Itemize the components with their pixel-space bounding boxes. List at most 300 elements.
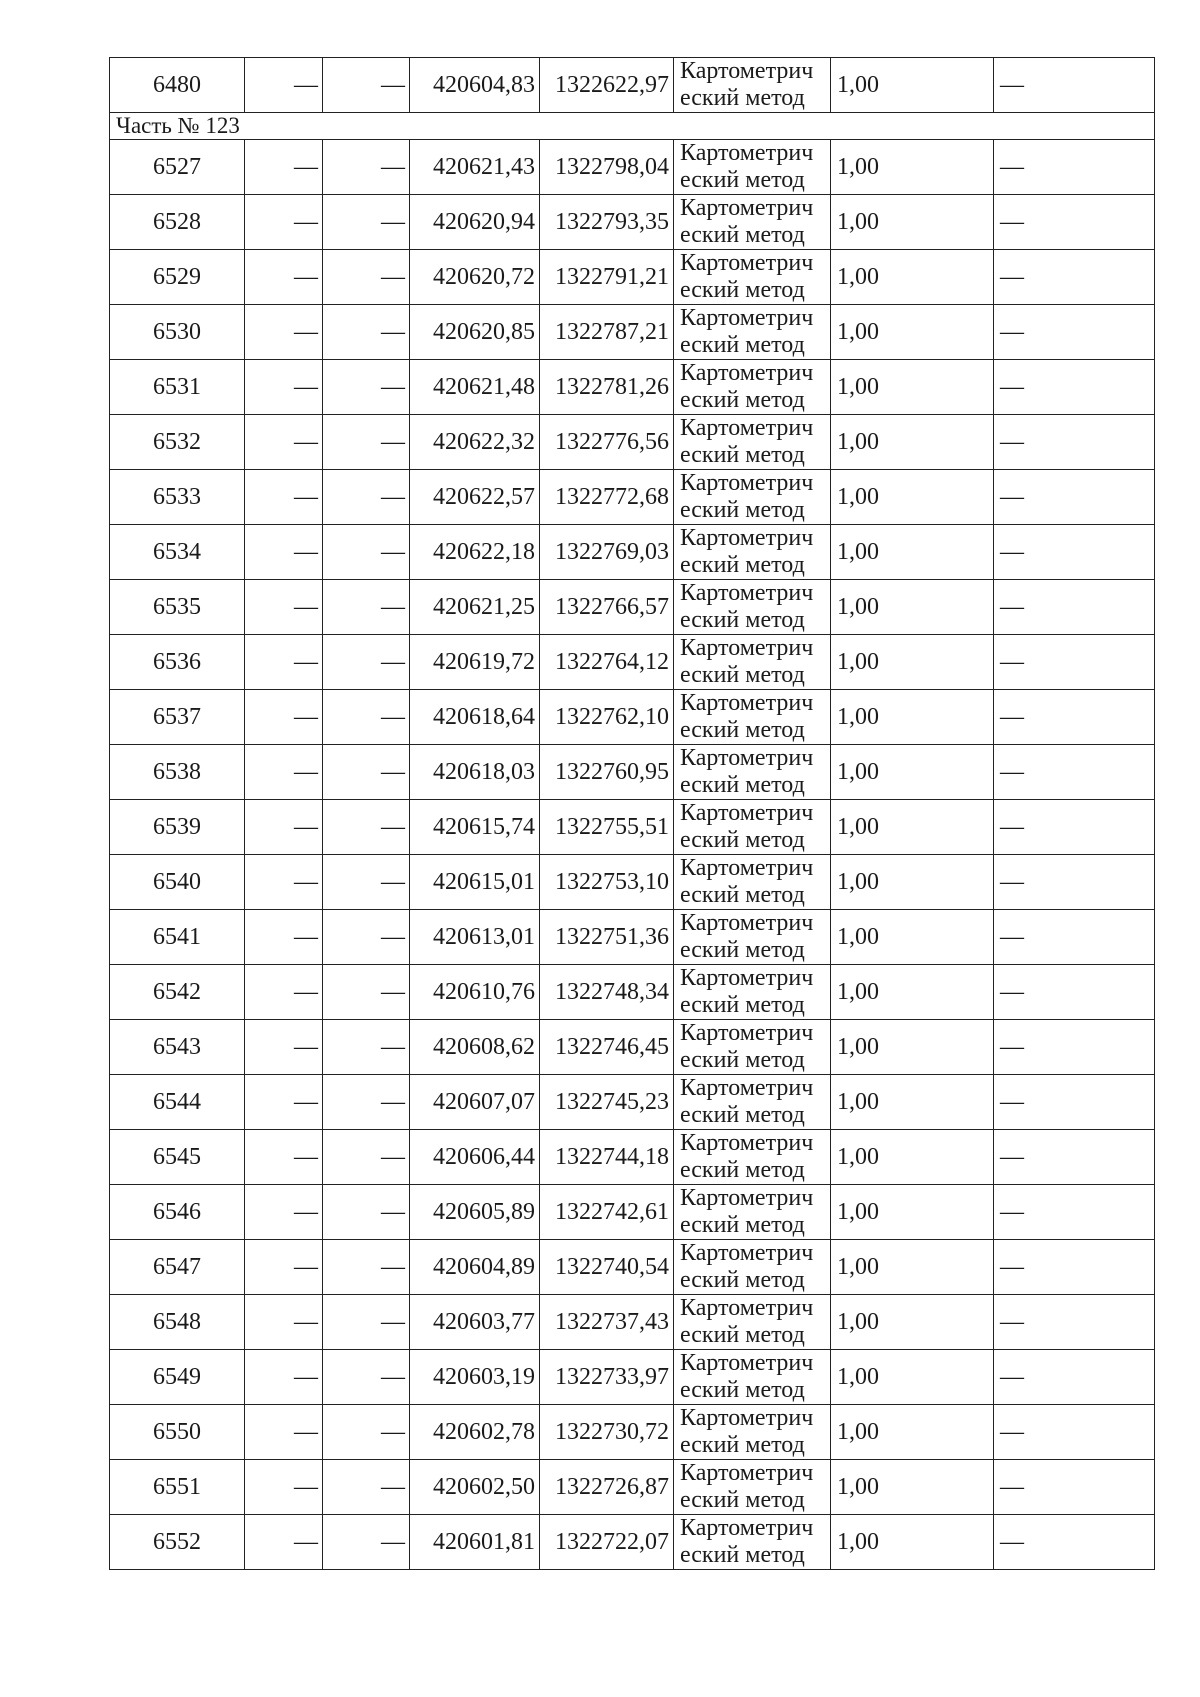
description-cell: — <box>994 1240 1155 1295</box>
x-coordinate-cell: 420601,81 <box>410 1515 540 1570</box>
description-cell: — <box>994 140 1155 195</box>
y-coordinate-cell: 1322791,21 <box>540 250 674 305</box>
point-number-cell: 6542 <box>110 965 245 1020</box>
y-coordinate-cell: 1322766,57 <box>540 580 674 635</box>
point-number-cell: 6531 <box>110 360 245 415</box>
y-coordinate-cell: 1322733,97 <box>540 1350 674 1405</box>
method-cell <box>674 1075 831 1130</box>
method-line-1: Картометрич <box>680 965 814 991</box>
description-cell: — <box>994 965 1155 1020</box>
accuracy-cell: 1,00 <box>831 910 994 965</box>
method-line-2: еский метод <box>680 442 805 468</box>
x-coordinate-cell: 420605,89 <box>410 1185 540 1240</box>
x-coordinate-cell: 420620,85 <box>410 305 540 360</box>
method-cell <box>674 1460 831 1515</box>
description-cell: — <box>994 1075 1155 1130</box>
method-line-2: еский метод <box>680 607 805 633</box>
table-body <box>110 58 1155 1570</box>
point-number-cell: 6547 <box>110 1240 245 1295</box>
method-line-2: еский метод <box>680 1267 805 1293</box>
accuracy-cell: 1,00 <box>831 800 994 855</box>
method-cell <box>674 580 831 635</box>
method-cell <box>674 1350 831 1405</box>
table-row <box>110 360 1155 415</box>
method-line-2: еский метод <box>680 277 805 303</box>
empty-value-cell: — <box>245 58 323 113</box>
y-coordinate-cell: 1322793,35 <box>540 195 674 250</box>
method-line-1: Картометрич <box>680 360 814 386</box>
table-row <box>110 910 1155 965</box>
y-coordinate-cell: 1322762,10 <box>540 690 674 745</box>
accuracy-cell: 1,00 <box>831 1295 994 1350</box>
x-coordinate-cell: 420606,44 <box>410 1130 540 1185</box>
accuracy-cell: 1,00 <box>831 58 994 113</box>
method-line-1: Картометрич <box>680 1350 814 1376</box>
empty-value-cell: — <box>323 690 410 745</box>
empty-value-cell: — <box>323 910 410 965</box>
empty-value-cell: — <box>245 470 323 525</box>
description-cell: — <box>994 745 1155 800</box>
method-cell <box>674 1020 831 1075</box>
y-coordinate-cell: 1322622,97 <box>540 58 674 113</box>
empty-value-cell: — <box>245 635 323 690</box>
point-number-cell: 6530 <box>110 305 245 360</box>
method-line-1: Картометрич <box>680 1240 814 1266</box>
empty-value-cell: — <box>323 360 410 415</box>
empty-value-cell: — <box>323 250 410 305</box>
table-row <box>110 1405 1155 1460</box>
method-line-1: Картометрич <box>680 525 814 551</box>
method-cell <box>674 525 831 580</box>
point-number-cell: 6550 <box>110 1405 245 1460</box>
method-line-2: еский метод <box>680 827 805 853</box>
accuracy-cell: 1,00 <box>831 635 994 690</box>
accuracy-cell: 1,00 <box>831 1075 994 1130</box>
point-number-cell: 6551 <box>110 1460 245 1515</box>
accuracy-cell: 1,00 <box>831 745 994 800</box>
empty-value-cell: — <box>323 800 410 855</box>
method-line-1: Картометрич <box>680 1460 814 1486</box>
y-coordinate-cell: 1322742,61 <box>540 1185 674 1240</box>
empty-value-cell: — <box>245 305 323 360</box>
method-line-2: еский метод <box>680 937 805 963</box>
accuracy-cell: 1,00 <box>831 360 994 415</box>
empty-value-cell: — <box>323 635 410 690</box>
table-row <box>110 305 1155 360</box>
empty-value-cell: — <box>245 360 323 415</box>
y-coordinate-cell: 1322744,18 <box>540 1130 674 1185</box>
point-number-cell: 6534 <box>110 525 245 580</box>
accuracy-cell: 1,00 <box>831 1130 994 1185</box>
method-line-2: еский метод <box>680 85 805 111</box>
y-coordinate-cell: 1322726,87 <box>540 1460 674 1515</box>
accuracy-cell: 1,00 <box>831 1350 994 1405</box>
method-line-1: Картометрич <box>680 855 814 881</box>
method-cell <box>674 1405 831 1460</box>
accuracy-cell: 1,00 <box>831 1240 994 1295</box>
x-coordinate-cell: 420621,48 <box>410 360 540 415</box>
description-cell: — <box>994 305 1155 360</box>
accuracy-cell: 1,00 <box>831 1405 994 1460</box>
x-coordinate-cell: 420604,89 <box>410 1240 540 1295</box>
empty-value-cell: — <box>323 305 410 360</box>
y-coordinate-cell: 1322730,72 <box>540 1405 674 1460</box>
x-coordinate-cell: 420620,94 <box>410 195 540 250</box>
point-number-cell: 6549 <box>110 1350 245 1405</box>
description-cell: — <box>994 855 1155 910</box>
x-coordinate-cell: 420613,01 <box>410 910 540 965</box>
table-row <box>110 1130 1155 1185</box>
description-cell: — <box>994 1350 1155 1405</box>
method-line-2: еский метод <box>680 387 805 413</box>
empty-value-cell: — <box>323 855 410 910</box>
method-line-1: Картометрич <box>680 1295 814 1321</box>
empty-value-cell: — <box>245 580 323 635</box>
x-coordinate-cell: 420608,62 <box>410 1020 540 1075</box>
table-row <box>110 745 1155 800</box>
y-coordinate-cell: 1322772,68 <box>540 470 674 525</box>
method-line-2: еский метод <box>680 1102 805 1128</box>
method-line-2: еский метод <box>680 772 805 798</box>
empty-value-cell: — <box>245 140 323 195</box>
x-coordinate-cell: 420619,72 <box>410 635 540 690</box>
empty-value-cell: — <box>245 1130 323 1185</box>
method-cell <box>674 910 831 965</box>
table-row <box>110 1240 1155 1295</box>
point-number-cell: 6533 <box>110 470 245 525</box>
table-row <box>110 690 1155 745</box>
empty-value-cell: — <box>323 580 410 635</box>
method-line-1: Картометрич <box>680 470 814 496</box>
empty-value-cell: — <box>245 910 323 965</box>
description-cell: — <box>994 800 1155 855</box>
point-number-cell: 6544 <box>110 1075 245 1130</box>
x-coordinate-cell: 420607,07 <box>410 1075 540 1130</box>
method-line-2: еский метод <box>680 167 805 193</box>
point-number-cell: 6545 <box>110 1130 245 1185</box>
table-row <box>110 965 1155 1020</box>
method-line-2: еский метод <box>680 717 805 743</box>
y-coordinate-cell: 1322745,23 <box>540 1075 674 1130</box>
point-number-cell: 6552 <box>110 1515 245 1570</box>
method-line-2: еский метод <box>680 1157 805 1183</box>
point-number-cell: 6537 <box>110 690 245 745</box>
method-cell <box>674 690 831 745</box>
point-number-cell: 6546 <box>110 1185 245 1240</box>
method-cell <box>674 250 831 305</box>
description-cell: — <box>994 580 1155 635</box>
x-coordinate-cell: 420621,43 <box>410 140 540 195</box>
accuracy-cell: 1,00 <box>831 855 994 910</box>
method-line-1: Картометрич <box>680 1130 814 1156</box>
empty-value-cell: — <box>323 195 410 250</box>
empty-value-cell: — <box>245 855 323 910</box>
x-coordinate-cell: 420620,72 <box>410 250 540 305</box>
empty-value-cell: — <box>245 1460 323 1515</box>
description-cell: — <box>994 360 1155 415</box>
x-coordinate-cell: 420604,83 <box>410 58 540 113</box>
y-coordinate-cell: 1322769,03 <box>540 525 674 580</box>
table-row <box>110 1295 1155 1350</box>
table-row <box>110 1515 1155 1570</box>
point-number-cell: 6527 <box>110 140 245 195</box>
empty-value-cell: — <box>323 1185 410 1240</box>
table-row <box>110 195 1155 250</box>
empty-value-cell: — <box>245 1075 323 1130</box>
description-cell: — <box>994 1185 1155 1240</box>
method-line-1: Картометрич <box>680 910 814 936</box>
description-cell: — <box>994 1295 1155 1350</box>
method-line-2: еский метод <box>680 1377 805 1403</box>
x-coordinate-cell: 420618,03 <box>410 745 540 800</box>
method-line-1: Картометрич <box>680 1075 814 1101</box>
section-header-row <box>110 113 1155 140</box>
x-coordinate-cell: 420610,76 <box>410 965 540 1020</box>
empty-value-cell: — <box>323 470 410 525</box>
x-coordinate-cell: 420603,77 <box>410 1295 540 1350</box>
empty-value-cell: — <box>245 1185 323 1240</box>
description-cell: — <box>994 525 1155 580</box>
coordinates-table <box>109 57 1155 1570</box>
empty-value-cell: — <box>323 1075 410 1130</box>
table-row <box>110 580 1155 635</box>
method-line-1: Картометрич <box>680 1515 814 1541</box>
empty-value-cell: — <box>323 140 410 195</box>
accuracy-cell: 1,00 <box>831 1185 994 1240</box>
table-row <box>110 415 1155 470</box>
method-line-1: Картометрич <box>680 250 814 276</box>
table-row <box>110 140 1155 195</box>
method-line-2: еский метод <box>680 1542 805 1568</box>
x-coordinate-cell: 420602,50 <box>410 1460 540 1515</box>
point-number-cell: 6535 <box>110 580 245 635</box>
y-coordinate-cell: 1322755,51 <box>540 800 674 855</box>
method-cell <box>674 58 831 113</box>
empty-value-cell: — <box>323 58 410 113</box>
method-line-1: Картометрич <box>680 140 814 166</box>
description-cell: — <box>994 1020 1155 1075</box>
empty-value-cell: — <box>245 1020 323 1075</box>
method-cell <box>674 470 831 525</box>
x-coordinate-cell: 420622,18 <box>410 525 540 580</box>
empty-value-cell: — <box>245 195 323 250</box>
empty-value-cell: — <box>245 800 323 855</box>
description-cell: — <box>994 635 1155 690</box>
table-row <box>110 525 1155 580</box>
point-number-cell: 6539 <box>110 800 245 855</box>
empty-value-cell: — <box>323 745 410 800</box>
y-coordinate-cell: 1322760,95 <box>540 745 674 800</box>
y-coordinate-cell: 1322722,07 <box>540 1515 674 1570</box>
method-cell <box>674 855 831 910</box>
method-line-1: Картометрич <box>680 690 814 716</box>
accuracy-cell: 1,00 <box>831 690 994 745</box>
table-row <box>110 800 1155 855</box>
description-cell: — <box>994 1130 1155 1185</box>
y-coordinate-cell: 1322737,43 <box>540 1295 674 1350</box>
x-coordinate-cell: 420618,64 <box>410 690 540 745</box>
empty-value-cell: — <box>245 1295 323 1350</box>
description-cell: — <box>994 1405 1155 1460</box>
method-cell <box>674 415 831 470</box>
method-line-1: Картометрич <box>680 1185 814 1211</box>
y-coordinate-cell: 1322764,12 <box>540 635 674 690</box>
point-number-cell: 6548 <box>110 1295 245 1350</box>
accuracy-cell: 1,00 <box>831 1515 994 1570</box>
method-line-2: еский метод <box>680 1432 805 1458</box>
y-coordinate-cell: 1322787,21 <box>540 305 674 360</box>
y-coordinate-cell: 1322740,54 <box>540 1240 674 1295</box>
method-cell <box>674 965 831 1020</box>
description-cell: — <box>994 415 1155 470</box>
method-line-2: еский метод <box>680 222 805 248</box>
empty-value-cell: — <box>323 525 410 580</box>
method-cell <box>674 1515 831 1570</box>
method-line-1: Картометрич <box>680 580 814 606</box>
point-number-cell: 6541 <box>110 910 245 965</box>
empty-value-cell: — <box>245 745 323 800</box>
table-row <box>110 1020 1155 1075</box>
method-line-1: Картометрич <box>680 635 814 661</box>
method-cell <box>674 800 831 855</box>
method-cell <box>674 635 831 690</box>
method-line-1: Картометрич <box>680 58 814 84</box>
x-coordinate-cell: 420602,78 <box>410 1405 540 1460</box>
description-cell: — <box>994 470 1155 525</box>
point-number-cell: 6480 <box>110 58 245 113</box>
empty-value-cell: — <box>323 1020 410 1075</box>
description-cell: — <box>994 195 1155 250</box>
empty-value-cell: — <box>245 690 323 745</box>
description-cell: — <box>994 58 1155 113</box>
method-cell <box>674 1130 831 1185</box>
y-coordinate-cell: 1322776,56 <box>540 415 674 470</box>
y-coordinate-cell: 1322751,36 <box>540 910 674 965</box>
method-cell <box>674 195 831 250</box>
point-number-cell: 6543 <box>110 1020 245 1075</box>
x-coordinate-cell: 420603,19 <box>410 1350 540 1405</box>
x-coordinate-cell: 420622,32 <box>410 415 540 470</box>
accuracy-cell: 1,00 <box>831 580 994 635</box>
table-row <box>110 1185 1155 1240</box>
method-line-2: еский метод <box>680 1212 805 1238</box>
method-line-2: еский метод <box>680 332 805 358</box>
empty-value-cell: — <box>245 965 323 1020</box>
empty-value-cell: — <box>245 1515 323 1570</box>
method-line-1: Картометрич <box>680 415 814 441</box>
method-line-1: Картометрич <box>680 305 814 331</box>
empty-value-cell: — <box>245 250 323 305</box>
empty-value-cell: — <box>323 1350 410 1405</box>
method-cell <box>674 1240 831 1295</box>
point-number-cell: 6528 <box>110 195 245 250</box>
method-cell <box>674 1295 831 1350</box>
x-coordinate-cell: 420621,25 <box>410 580 540 635</box>
method-line-2: еский метод <box>680 992 805 1018</box>
y-coordinate-cell: 1322781,26 <box>540 360 674 415</box>
table-row <box>110 250 1155 305</box>
point-number-cell: 6529 <box>110 250 245 305</box>
point-number-cell: 6532 <box>110 415 245 470</box>
table-row <box>110 58 1155 113</box>
method-cell <box>674 360 831 415</box>
section-title: Часть № 123 <box>110 113 1155 140</box>
y-coordinate-cell: 1322746,45 <box>540 1020 674 1075</box>
description-cell: — <box>994 690 1155 745</box>
y-coordinate-cell: 1322748,34 <box>540 965 674 1020</box>
method-line-2: еский метод <box>680 1487 805 1513</box>
table-row <box>110 855 1155 910</box>
method-line-1: Картометрич <box>680 1020 814 1046</box>
description-cell: — <box>994 250 1155 305</box>
accuracy-cell: 1,00 <box>831 1020 994 1075</box>
empty-value-cell: — <box>323 415 410 470</box>
description-cell: — <box>994 1515 1155 1570</box>
method-line-2: еский метод <box>680 552 805 578</box>
method-line-1: Картометрич <box>680 800 814 826</box>
table-row <box>110 1460 1155 1515</box>
method-line-2: еский метод <box>680 1322 805 1348</box>
description-cell: — <box>994 910 1155 965</box>
method-line-2: еский метод <box>680 1047 805 1073</box>
method-line-2: еский метод <box>680 662 805 688</box>
table-row <box>110 1075 1155 1130</box>
method-cell <box>674 1185 831 1240</box>
y-coordinate-cell: 1322753,10 <box>540 855 674 910</box>
empty-value-cell: — <box>323 1240 410 1295</box>
accuracy-cell: 1,00 <box>831 965 994 1020</box>
method-cell <box>674 140 831 195</box>
empty-value-cell: — <box>323 1130 410 1185</box>
method-cell <box>674 745 831 800</box>
empty-value-cell: — <box>323 1460 410 1515</box>
table-row <box>110 635 1155 690</box>
accuracy-cell: 1,00 <box>831 140 994 195</box>
accuracy-cell: 1,00 <box>831 195 994 250</box>
empty-value-cell: — <box>323 1295 410 1350</box>
method-cell <box>674 305 831 360</box>
x-coordinate-cell: 420615,74 <box>410 800 540 855</box>
table-row <box>110 470 1155 525</box>
empty-value-cell: — <box>245 415 323 470</box>
empty-value-cell: — <box>323 1515 410 1570</box>
point-number-cell: 6536 <box>110 635 245 690</box>
point-number-cell: 6538 <box>110 745 245 800</box>
accuracy-cell: 1,00 <box>831 305 994 360</box>
x-coordinate-cell: 420622,57 <box>410 470 540 525</box>
accuracy-cell: 1,00 <box>831 1460 994 1515</box>
empty-value-cell: — <box>245 1405 323 1460</box>
point-number-cell: 6540 <box>110 855 245 910</box>
method-line-2: еский метод <box>680 882 805 908</box>
y-coordinate-cell: 1322798,04 <box>540 140 674 195</box>
empty-value-cell: — <box>245 1350 323 1405</box>
accuracy-cell: 1,00 <box>831 470 994 525</box>
empty-value-cell: — <box>245 525 323 580</box>
empty-value-cell: — <box>323 1405 410 1460</box>
accuracy-cell: 1,00 <box>831 250 994 305</box>
accuracy-cell: 1,00 <box>831 415 994 470</box>
empty-value-cell: — <box>245 1240 323 1295</box>
empty-value-cell: — <box>323 965 410 1020</box>
method-line-1: Картометрич <box>680 1405 814 1431</box>
method-line-2: еский метод <box>680 497 805 523</box>
method-line-1: Картометрич <box>680 195 814 221</box>
x-coordinate-cell: 420615,01 <box>410 855 540 910</box>
table-row <box>110 1350 1155 1405</box>
method-line-1: Картометрич <box>680 745 814 771</box>
accuracy-cell: 1,00 <box>831 525 994 580</box>
